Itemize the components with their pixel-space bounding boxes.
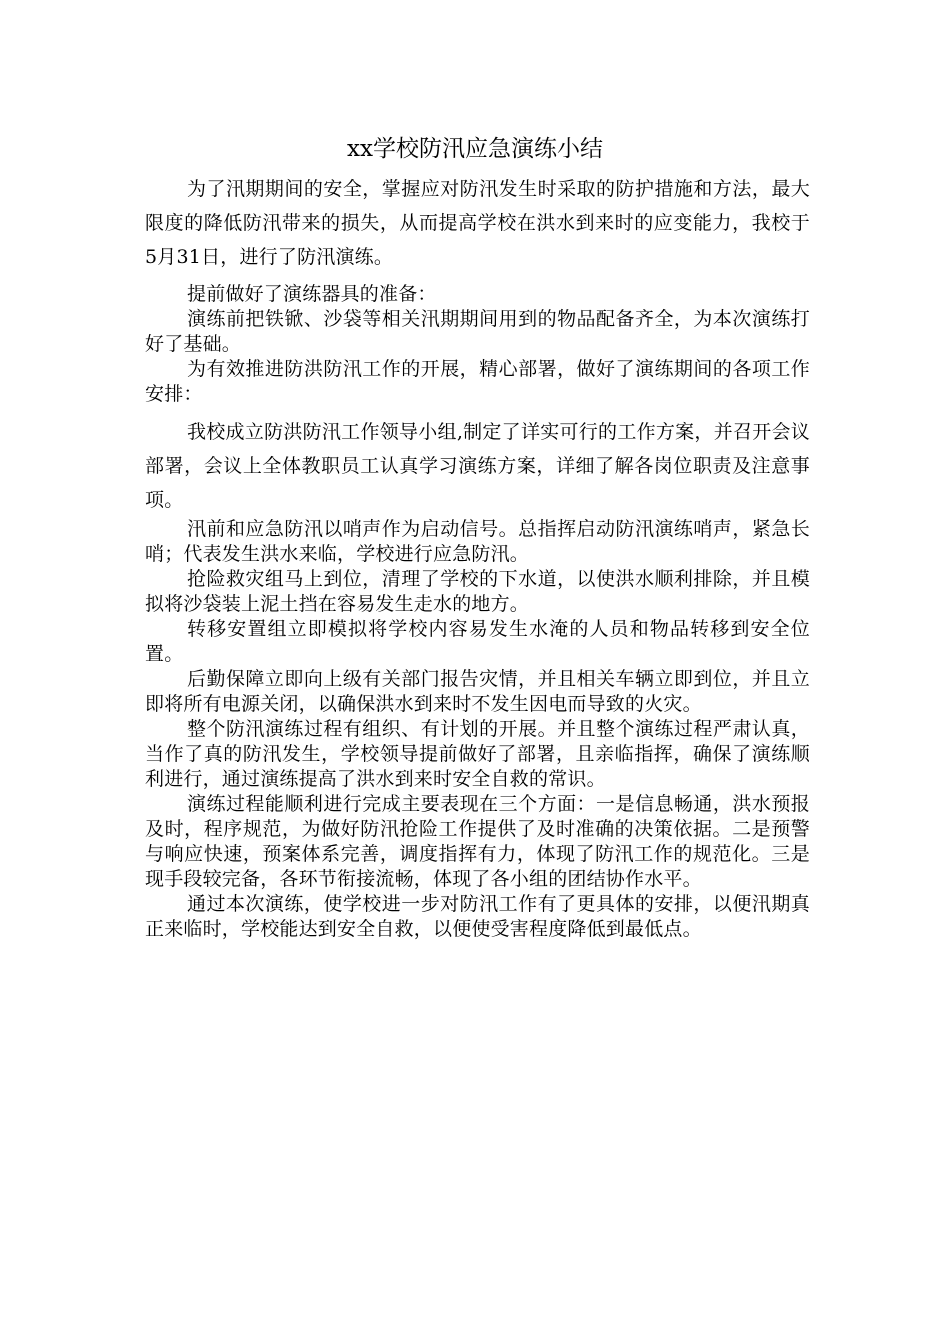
paragraph-leadership-group: 我校成立防洪防汛工作领导小组,制定了详实可行的工作方案，并召开会议部署，会议上全体教职员工认真学习演练方案，详细了解各岗位职责及注意事项。 bbox=[145, 421, 810, 511]
paragraph-preparation-heading: 提前做好了演练器具的准备： bbox=[187, 283, 437, 305]
paragraph-intro: 为了汛期期间的安全，掌握应对防汛发生时采取的防护措施和方法，最大限度的降低防汛带来的损失，从而提高学校在洪水到来时的应变能力，我校于5月31日，进行了防汛演练。 bbox=[145, 178, 810, 268]
paragraph-conclusion: 通过本次演练，使学校进一步对防汛工作有了更具体的安排，以便汛期真正来临时，学校能达到安全自救，以便使受害程度降低到最低点。 bbox=[145, 893, 810, 940]
paragraph-logistics: 后勤保障立即向上级有关部门报告灾情，并且相关车辆立即到位，并且立即将所有电源关闭，以确保洪水到来时不发生因电而导致的火灾。 bbox=[145, 668, 810, 715]
paragraph-relocation-team: 转移安置组立即模拟将学校内容易发生水淹的人员和物品转移到安全位置。 bbox=[145, 618, 810, 665]
paragraph-arrangement-heading: 为有效推进防洪防汛工作的开展，精心部署，做好了演练期间的各项工作安排： bbox=[145, 358, 810, 405]
document-body bbox=[145, 172, 810, 942]
paragraph-signal: 汛前和应急防汛以哨声作为启动信号。总指挥启动防汛演练哨声，紧急长哨；代表发生洪水来临，学校进行应急防汛。 bbox=[145, 518, 810, 565]
paragraph-overall: 整个防汛演练过程有组织、有计划的开展。并且整个演练过程严肃认真，当作了真的防汛发生，学校领导提前做好了部署，且亲临指挥，确保了演练顺利进行，通过演练提高了洪水到来时安全自救的常识。 bbox=[145, 718, 810, 790]
paragraph-rescue-team: 抢险救灾组马上到位，清理了学校的下水道，以使洪水顺利排除，并且模拟将沙袋装上泥土挡在容易发生走水的地方。 bbox=[145, 568, 810, 615]
document-title: xx学校防汛应急演练小结 bbox=[347, 136, 603, 162]
paragraph-three-aspects: 演练过程能顺利进行完成主要表现在三个方面：一是信息畅通，洪水预报及时，程序规范，为做好防汛抢险工作提供了及时准确的决策依据。二是预警与响应快速，预案体系完善，调度指挥有力，体现了防汛工作的规范化。三是现手段较完备，各环节衔接流畅，体现了各小组的团结协作水平。 bbox=[145, 793, 810, 890]
paragraph-equipment: 演练前把铁锨、沙袋等相关汛期期间用到的物品配备齐全，为本次演练打好了基础。 bbox=[145, 308, 810, 355]
